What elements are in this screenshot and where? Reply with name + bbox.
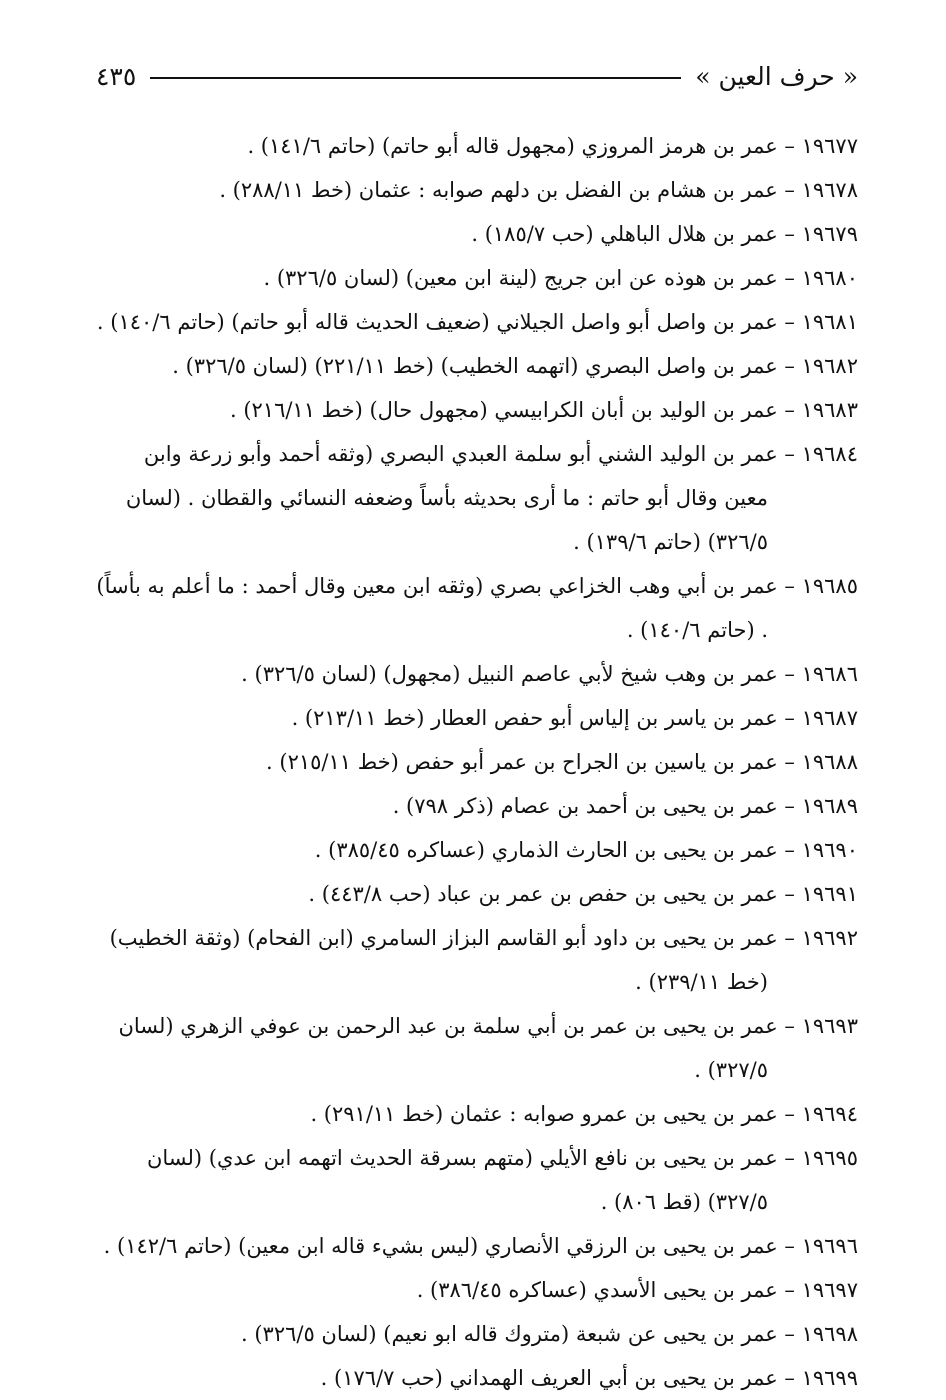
entry-19684: ١٩٦٨٤ – عمر بن الوليد الشني أبو سلمة العبدي البصري (وثقه أحمد وأبو زرعة وابن معين وقال أبو حاتم : ما أرى بحديثه بأساً وضعفه النسائي والقطان . (لسان ٣٢٦/٥) (حاتم ١٣٩/٦) . <box>125 442 858 554</box>
entry-19698: ١٩٦٩٨ – عمر بن يحيى عن شبعة (متروك قاله ابو نعيم) (لسان ٣٢٦/٥) . <box>241 1322 858 1346</box>
entry-19681: ١٩٦٨١ – عمر بن واصل أبو واصل الجيلاني (ضعيف الحديث قاله أبو حاتم) (حاتم ١٤٠/٦) . <box>96 310 858 334</box>
entry-19691: ١٩٦٩١ – عمر بن يحيى بن حفص بن عمر بن عباد (حب ٤٤٣/٨) . <box>308 882 858 906</box>
entry-19677: ١٩٦٧٧ – عمر بن هرمز المروزي (مجهول قاله أبو حاتم) (حاتم ١٤١/٦) . <box>247 134 858 158</box>
page-number: ٤٣٥ <box>96 61 137 91</box>
entry-19686: ١٩٦٨٦ – عمر بن وهب شيخ لأبي عاصم النبيل (مجهول) (لسان ٣٢٦/٥) . <box>241 662 858 686</box>
entry-19693: ١٩٦٩٣ – عمر بن يحيى بن عمر بن أبي سلمة بن عبد الرحمن بن عوفي الزهري (لسان ٣٢٧/٥) . <box>118 1014 858 1082</box>
entry-19694: ١٩٦٩٤ – عمر بن يحيى بن عمرو صوابه : عثمان (خط ٢٩١/١١) . <box>310 1102 858 1126</box>
running-title: « حرف العين » <box>695 61 858 91</box>
entry-19683: ١٩٦٨٣ – عمر بن الوليد بن أبان الكرابيسي (مجهول حال) (خط ٢١٦/١١) . <box>229 398 858 422</box>
entry-19697: ١٩٦٩٧ – عمر بن يحيى الأسدي (عساكره ٣٨٦/٤٥) . <box>416 1278 858 1302</box>
entry-19678: ١٩٦٧٨ – عمر بن هشام بن الفضل بن دلهم صوابه : عثمان (خط ٢٨٨/١١) . <box>219 178 858 202</box>
entry-19688: ١٩٦٨٨ – عمر بن ياسين بن الجراح بن عمر أبو حفص (خط ٢١٥/١١) . <box>266 750 858 774</box>
entry-19685: ١٩٦٨٥ – عمر بن أبي وهب الخزاعي بصري (وثقه ابن معين وقال أحمد : ما أعلم به بأساً) . (حاتم ١٤٠/٦) . <box>96 574 858 642</box>
entry-19679: ١٩٦٧٩ – عمر بن هلال الباهلي (حب ١٨٥/٧) . <box>471 222 858 246</box>
entry-19692: ١٩٦٩٢ – عمر بن يحيى بن داود أبو القاسم البزاز السامري (ابن الفحام) (وثقة الخطيب) (خط ٢٣٩/١١) . <box>109 926 858 994</box>
entry-19687: ١٩٦٨٧ – عمر بن ياسر بن إلياس أبو حفص العطار (خط ٢١٣/١١) . <box>291 706 858 730</box>
header-rule <box>150 77 681 79</box>
entry-19690: ١٩٦٩٠ – عمر بن يحيى بن الحارث الذماري (عساكره ٣٨٥/٤٥) . <box>314 838 858 862</box>
entries-list <box>96 124 858 1400</box>
entry-19682: ١٩٦٨٢ – عمر بن واصل البصري (اتهمه الخطيب) (خط ٢٢١/١١) (لسان ٣٢٦/٥) . <box>172 354 858 378</box>
entry-19689: ١٩٦٨٩ – عمر بن يحيى بن أحمد بن عصام (ذكر ٧٩٨) . <box>392 794 858 818</box>
entry-19695: ١٩٦٩٥ – عمر بن يحيى بن نافع الأيلي (متهم بسرقة الحديث اتهمه ابن عدي) (لسان ٣٢٧/٥) (قط ٨٠٦) . <box>146 1146 858 1214</box>
entry-19699: ١٩٦٩٩ – عمر بن يحيى بن أبي العريف الهمداني (حب ١٧٦/٧) . <box>320 1366 858 1390</box>
entry-19680: ١٩٦٨٠ – عمر بن هوذه عن ابن جريج (لينة ابن معين) (لسان ٣٢٦/٥) . <box>263 266 858 290</box>
page-header <box>96 56 858 96</box>
entry-19696: ١٩٦٩٦ – عمر بن يحيى بن الرزقي الأنصاري (ليس بشيء قاله ابن معين) (حاتم ١٤٢/٦) . <box>103 1234 858 1258</box>
